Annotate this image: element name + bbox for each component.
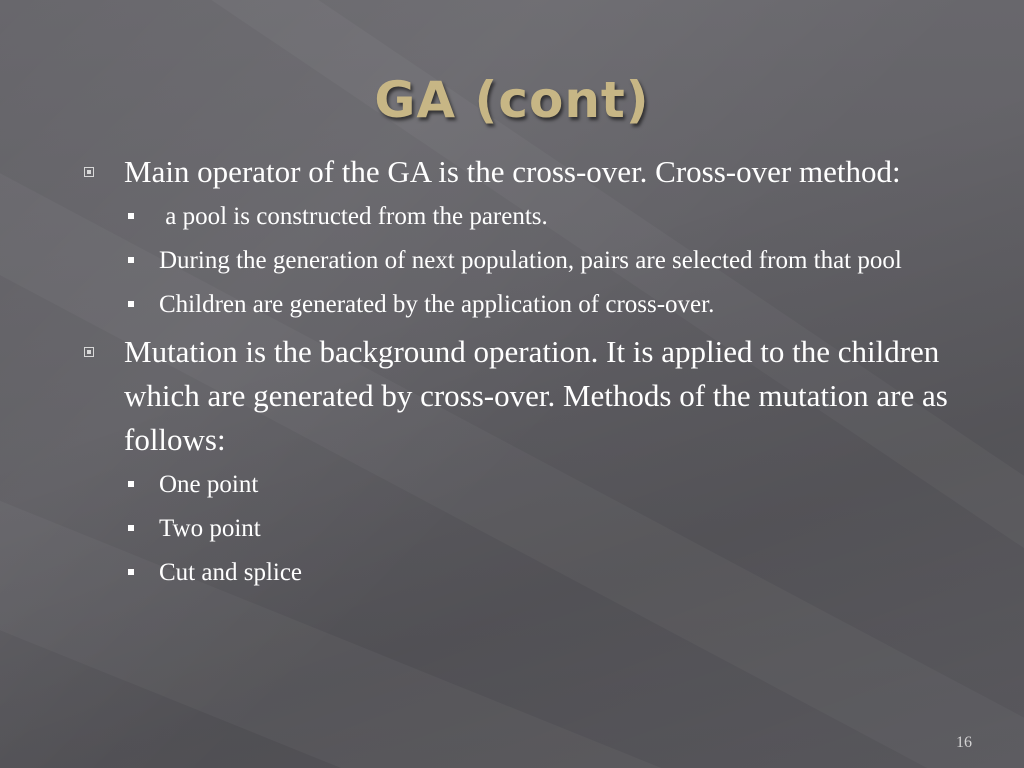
sub-bullet-text: Children are generated by the application of cross-over.	[159, 291, 715, 318]
bullet-item-mutation	[84, 330, 984, 592]
sub-bullet-list	[124, 466, 984, 592]
sub-bullet-text: Two point	[159, 515, 261, 542]
page-number: 16	[956, 734, 972, 751]
square-bullet-icon	[128, 301, 134, 307]
bullet-text: Mutation is the background operation. It is applied to the children which are generated by cross-over. Methods of the mutation are as follows:	[124, 334, 948, 457]
slide-title: GA (cont)	[374, 71, 650, 129]
sub-bullet-item	[124, 242, 984, 280]
sub-bullet-item	[124, 198, 984, 236]
bullet-text: Main operator of the GA is the cross-over. Cross-over method:	[124, 154, 901, 189]
bullet-list	[84, 150, 984, 598]
square-bullet-icon	[128, 525, 134, 531]
box-bullet-icon	[84, 347, 94, 357]
sub-bullet-item	[124, 466, 984, 504]
sub-bullet-text: Cut and splice	[159, 559, 303, 586]
sub-bullet-list	[124, 198, 984, 324]
square-bullet-icon	[128, 257, 134, 263]
sub-bullet-item	[124, 510, 984, 548]
box-bullet-icon	[84, 167, 94, 177]
sub-bullet-text: During the generation of next population, pairs are selected from that pool	[159, 247, 902, 274]
sub-bullet-text: One point	[159, 471, 259, 498]
bullet-item-crossover	[84, 150, 984, 324]
sub-bullet-item	[124, 554, 984, 592]
square-bullet-icon	[128, 481, 134, 487]
sub-bullet-item	[124, 286, 984, 324]
sub-bullet-text: a pool is constructed from the parents.	[159, 203, 548, 230]
square-bullet-icon	[128, 213, 134, 219]
square-bullet-icon	[128, 569, 134, 575]
